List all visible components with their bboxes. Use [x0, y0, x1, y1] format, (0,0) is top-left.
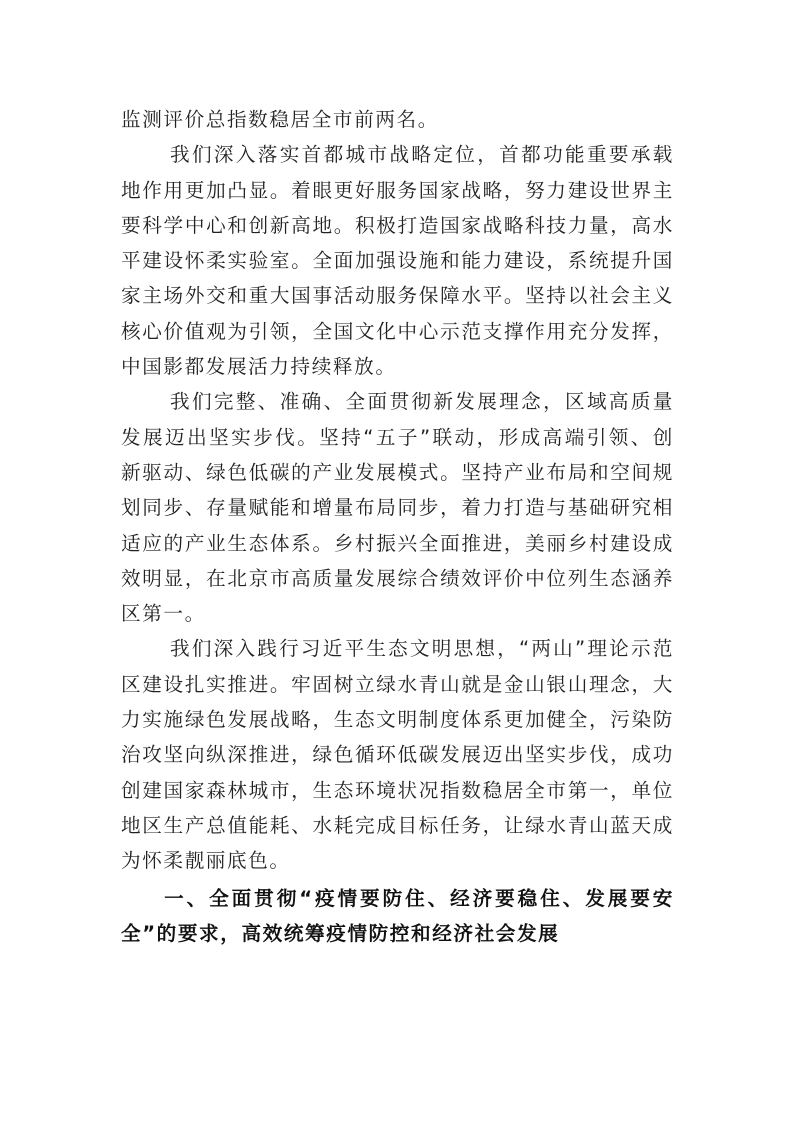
document-body	[121, 102, 674, 951]
paragraph-development: 我们完整、准确、全面贯彻新发展理念，区域高质量发展迈出坚实步伐。坚持“五子”联动，形成高端引领、创新驱动、绿色低碳的产业发展模式。坚持产业布局和空间规划同步、存量赋能和增量布局同步，着力打造与基础研究相适应的产业生态体系。乡村振兴全面推进，美丽乡村建设成效明显，在北京市高质量发展综合绩效评价中位列生态涵养区第一。	[121, 390, 674, 626]
paragraph-continuation: 监测评价总指数稳居全市前两名。	[121, 108, 439, 131]
paragraph-ecology: 我们深入践行习近平生态文明思想，“两山”理论示范区建设扎实推进。牢固树立绿水青山就是金山银山理念，大力实施绿色发展战略，生态文明制度体系更加健全，污染防治攻坚向纵深推进，绿色循环低碳发展迈出坚实步伐，成功创建国家森林城市，生态环境状况指数稳居全市第一，单位地区生产总值能耗、水耗完成目标任务，让绿水青山蓝天成为怀柔靓丽底色。	[121, 637, 674, 873]
paragraph-capital-function: 我们深入落实首都城市战略定位，首都功能重要承载地作用更加凸显。着眼更好服务国家战略，努力建设世界主要科学中心和创新高地。积极打造国家战略科技力量，高水平建设怀柔实验室。全面加强设施和能力建设，系统提升国家主场外交和重大国事活动服务保障水平。坚持以社会主义核心价值观为引领，全国文化中心示范支撑作用充分发挥，中国影都发展活力持续释放。	[121, 143, 674, 379]
section-heading: 一、全面贯彻“疫情要防住、经济要稳住、发展要安全”的要求，高效统筹疫情防控和经济社会发展	[121, 886, 674, 945]
